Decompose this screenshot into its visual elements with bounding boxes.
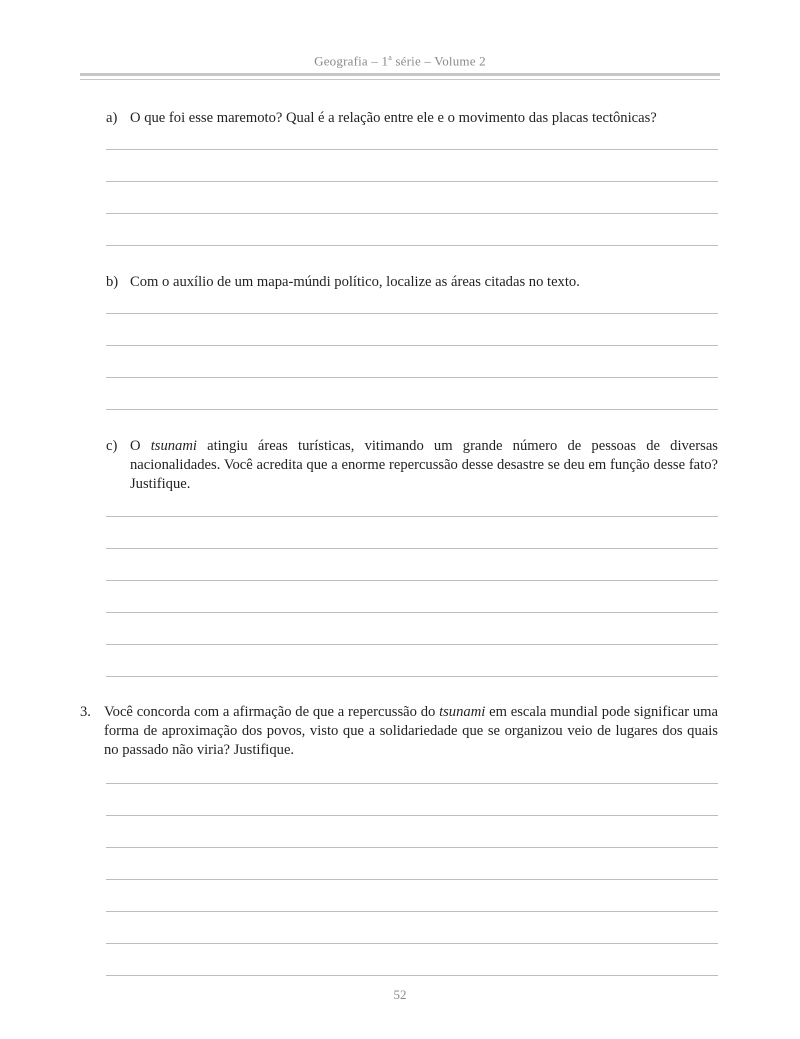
header-rule-thin [80, 79, 720, 80]
question-b-text: Com o auxílio de um mapa-múndi político, localize as áreas citadas no texto. [130, 274, 580, 290]
question-a-text: O que foi esse maremoto? Qual é a relação entre ele e o movimento das placas tectônicas? [130, 110, 657, 126]
answer-line[interactable] [106, 580, 718, 581]
answer-line[interactable] [106, 975, 718, 976]
question-3-text [104, 703, 718, 760]
question-c-label: c) [106, 438, 118, 454]
question-b-label: b) [106, 274, 119, 290]
question-3-text-after: em escala mundial pode significar uma forma de aproximação dos povos, visto que a solidariedade que se organizou veio de lugares dos quais no passado não viria? Justifique. [104, 704, 718, 758]
header-volume: série – Volume 2 [391, 53, 486, 69]
question-a [106, 109, 718, 128]
answer-line[interactable] [106, 548, 718, 549]
answer-line[interactable] [106, 815, 718, 816]
answer-line[interactable] [106, 612, 718, 613]
answer-line[interactable] [106, 345, 718, 346]
answer-line[interactable] [106, 377, 718, 378]
question-c [106, 437, 718, 494]
question-c-text-after: atingiu áreas turísticas, vitimando um grande número de pessoas de diversas nacionalidades. Você acredita que a enorme repercussão desse desastre se deu em função desse fato? Justifique. [130, 438, 718, 492]
question-a-label: a) [106, 110, 118, 126]
question-c-text-before: O [130, 438, 151, 454]
answer-line[interactable] [106, 943, 718, 944]
question-3 [80, 703, 718, 760]
question-3-label: 3. [80, 704, 91, 720]
header-subject: Geografia – 1 [314, 53, 389, 69]
answer-line[interactable] [106, 409, 718, 410]
answer-line[interactable] [106, 911, 718, 912]
header-rule-thick [80, 73, 720, 76]
answer-line[interactable] [106, 879, 718, 880]
question-c-text [130, 437, 718, 494]
answer-line[interactable] [106, 245, 718, 246]
page-number: 52 [393, 987, 407, 1002]
header-ordinal-mark: a [388, 53, 392, 62]
question-b [106, 273, 718, 292]
answer-line[interactable] [106, 644, 718, 645]
answer-line[interactable] [106, 181, 718, 182]
answer-line[interactable] [106, 783, 718, 784]
question-3-emphasis: tsunami [439, 704, 486, 720]
answer-line[interactable] [106, 213, 718, 214]
question-3-text-before: Você concorda com a afirmação de que a repercussão do [104, 704, 440, 720]
answer-line[interactable] [106, 313, 718, 314]
answer-line[interactable] [106, 516, 718, 517]
answer-line[interactable] [106, 149, 718, 150]
answer-line[interactable] [106, 676, 718, 677]
question-c-emphasis: tsunami [150, 438, 197, 454]
running-header [0, 53, 800, 69]
answer-line[interactable] [106, 847, 718, 848]
